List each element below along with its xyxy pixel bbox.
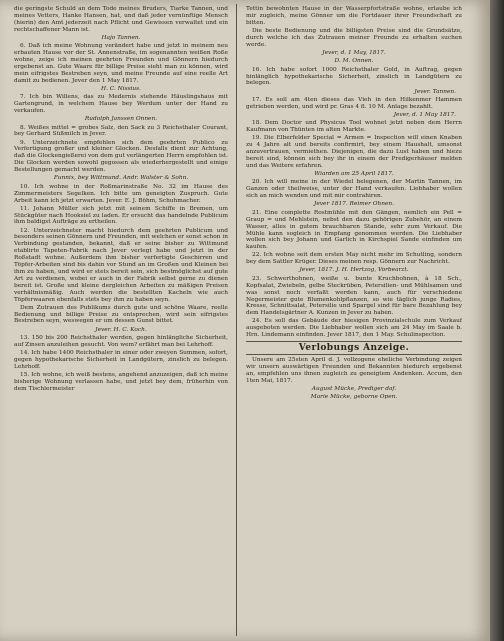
notice-paragraph: 16. Ich habe sofort 1000 Reichsthaler Gold, in Auftrag, gegen hinlänglich hypothekarische Sicherheit, zinslich in Landgütern zu belegen. — [246, 66, 462, 87]
signature-line: Jever, 1817. J. H. Hertzog, Vorbearzt. — [299, 267, 409, 274]
signature-line: Jever 1817. Reimer Ohnen. — [314, 201, 394, 208]
notice-paragraph: 9. Unterzeichnete empfehlen sich dem geehrten Publico zu Verfertigung großer und kleiner Glocken. Desfalls dient zur Achtung, daß die Glockengießerei von dem gut verlängerten Herrn empfohlen ist. Die Glocken werden sowohl gegossen als wiederhergestellt und einige Bestellungen gemacht werden. — [14, 139, 228, 174]
notice-paragraph: Dem Zutrauen des Publikums durch gute und schöne Waare, reelle Bedienung und billige Preise zu entsprechen, wird sein eifrigstes Bestreben seyn, weswegen er um dessen Gunst bittet. — [14, 304, 228, 325]
signature-line: Rudolph Janssen Onnen. — [84, 116, 158, 123]
page-edge-shadow — [490, 0, 504, 641]
notice-paragraph: 23. Schwerthohnen, weiße u. bunte Kruchbohnen, à 18 Sch., Kopfsalat, Zwiebeln, gelbe Steckrüben, Petersilien- und Mühlsamen und was sonst noch verfaßt werden kann, auch für verschiedene Negermeister gute Blumenkohlpflanzen, so wie täglich junge Radies, Kresse, Schnittsalat, Petersilie und Spargel sind für bare Bezahlung bey dem Handelsgärtner A. Kunzen in Jever zu haben. — [246, 275, 462, 317]
signature-line: H. C. Nissius. — [101, 85, 141, 92]
notice-paragraph: 6. Daß ich meine Wohnung verändert habe und jetzt in meinem neu erbauten Hause vor der St. Annenstraße, im sogenannten weißen Roße wohne, zeige ich meinen geehrten Freunden und Gönnern hiedurch ergebenst an. Gute Waare für billige Preise sieht man zu können, wird mein eifrigstes Bestreben seyn, und meine Freunde auf eine reelle Art damit zu bedienen. Jever den 1 May 1817. — [14, 43, 228, 84]
signature-line: Jever. Tannen. — [414, 88, 456, 95]
notice-paragraph: 14. Ich habe 1400 Reichsthaler in einer oder zweyen Summen, sofort, gegen hypothekarische Sicherheit in Landgütern, zinslich zu belegen. Lehrhoff. — [14, 349, 228, 370]
notice-paragraph: 24. Es soll das Gebäude der hiesigen Provinzialschule zum Verkauf ausgeboten werden. Die Liebhaber wollen sich am 24 May im Saale b. Hrn. Lindemann einfinden. Jever 1817, den 1 May. Schulinspection. — [246, 318, 462, 339]
notice-paragraph: Tettin bewohnten Hause in der Wasserpfortstraße wohne, erlaube ich mir zugleich, meine Gönner um die Fortdauer ihrer Freundschaft zu bitten. — [246, 6, 462, 26]
notice-paragraph: 15. Ich wohne, ich weiß bestens, angehend anzuzeigen, daß ich meine bisherige Wohnung verlassen habe, und jetzt bey dem, früherhin von dem Tischlermeister — [14, 371, 228, 392]
signature-line: Marie Mücke, geborne Open. — [310, 394, 398, 401]
signature-line: Hajo Tannen. — [101, 34, 141, 41]
column-divider — [236, 4, 237, 636]
right-column — [246, 6, 462, 634]
notice-paragraph: 19. Die Elberfelder Special = Armen = Inspection will einen Knaben zu 4 Jahre alt und bereits confirmirt, bey einem Haushalt, umsonst anzuvertrauen, vermiethen. Diejenigen, die dazu Lust haben und hiezu bereit sind, können sich bey ihr in einem der Predigerhäuser melden und das Weitere erfahren. — [246, 135, 462, 169]
notice-paragraph: 22. Ich wohne seit dem ersten May nicht mehr im Schutling, sondern bey dem Sattler Krüger. Dieses meinen resp. Gönnern zur Nachricht. — [246, 252, 462, 266]
notice-paragraph: 8. Weißes mittel = grobes Salz, den Sack zu 3 Reichsthaler Courant, bey Gerhard Süßmilch in Jever. — [14, 124, 228, 138]
notice-paragraph: 7. Ich bin Willens, das zu Medernis stehende Häuslingshaus mit Gartengrund, in welchem Hause bey Werdum unter der Hand zu verkaufen. — [14, 94, 228, 115]
notice-paragraph: 12. Unterzeichneter macht hiedurch dem geehrten Publicum und besonders seinen Gönnern und Freunden, mit welchen er sonst schon in Verbindung gestanden, bekannt, daß er seine bisher zu Wittmund etablirte Tapeten-Fabrik nach Jever verlegt habe und jetzt in der Roßstadt wohne. Außerdem ihm bisher verfertigte Geschirren und Töpfer-Arbeiten sind bis dahin vor Stund an im Großen und Kleinen bei ihm zu haben, und wird er stets bereit sein, sich bestmöglichst auf gute Art zu verdienen, wobei er auch in der Fabrik selbst gerne zu dienen bereit ist. Große und kleine dergleichen Arbeiten zu mäßigen Preisen verhältnismäßig. Auch werden die bestellten Kacheln wie auch Töpferwaaren ebenfalls stets bey ihm zu haben seyn. — [14, 227, 228, 303]
notice-paragraph: 10. Ich wohne in der Roßmarinstraße No. 32 im Hause des Zimmermeisters Segelken. Ich bitte um geneigten Zuspruch. Gute Arbeit kann ich jetzt erwarten. Jever. E. J. Böhm, Schuhmacher. — [14, 183, 228, 204]
notice-paragraph: 20. Ich will meine in der Wiedel belegenen, der Martin Tannen, im Ganzen oder theilweise, unter der Hand verkaufen. Liebhaber wollen sich an mich wenden und mit mir contrahiren. — [246, 179, 462, 200]
signature-line: D. M. Onnen. — [334, 58, 374, 65]
signature-line: Wiarden am 25 April 1817. — [314, 171, 394, 178]
notice-paragraph: 11. Johann Müller sich jetzt mit seinem Schiffe in Bremen, um Stückgüter nach Hooksiel zu laden. Er ersucht das handelnde Publicum ihm baldigst Aufträge zu ertheilen. — [14, 205, 228, 226]
notice-paragraph: Die beste Bedienung und die billigsten Preise sind die Grundsätze, durch welche ich das Zutrauen meiner Freunde zu erhalten suchen werde. — [246, 27, 462, 48]
notice-paragraph: 13. 150 bis 200 Reichsthaler werden, gegen hinlängliche Sicherheit, auf Zinsen anzuleihen gesucht. Von wem? erfährt man bei Lehrhoff. — [14, 334, 228, 348]
section-heading: Verlobungs Anzeige. — [246, 341, 462, 355]
signature-line: August Mücke, Prediger daf. — [311, 385, 397, 392]
signature-line: Funnix, bey Wittmund. Andr. Walster & Sohn. — [53, 175, 189, 182]
left-column — [14, 6, 228, 634]
notice-paragraph: 18. Dem Doctor und Physicus Tool wohnet jetzt neben dem Herrn Kaufmann von Thünten im alten Markte. — [246, 120, 462, 134]
notice-paragraph: 21. Eine complette Rostmühle mit den Gängen, nemlich ein Pell = Graup = und Mehlstein, nebst den dazu gehörigen Zubehör, an einem Wasser, alles in gutem brauchbaren Stande, sehr zum Verkauf. Die Mühle kann sogleich in Empfang genommen werden. Die Liebhaber wollen sich bey Johann und Garlich in Kirchspiel Sande einfinden um kaufen. — [246, 209, 462, 251]
signature-line: Jever, d. 1 May 1817. — [393, 111, 456, 118]
notice-paragraph: 17. Es soll am 4ten dieses das Vieh in den Hilkenmer Hammen getrieben werden, und wird pr. Gras 4 fl. 10 M. Anlage bezahlt. — [246, 96, 462, 110]
signature-line: Jever. H. C. Koch. — [95, 326, 147, 333]
signature-line: Jever, d. 1 May, 1817. — [322, 49, 386, 56]
notice-paragraph: die geringste Schuld an dem Tode meines Bruders, Tiarke Tannen, und meines Vetters, Hanke Hansen, hat, und daß jeder vernünftige Mensch (hierin) den Amt jederzeit nach Pflicht und Gewissen verwaltet und ein rechtschaffener Mann ist. — [14, 6, 228, 33]
notice-paragraph: Unsere am 25sten April d. J. vollzogene eheliche Verbindung zeigen wir unsern auswärtigen Freunden und Bekannten hiedurch ergebenst an, empfehlen uns ihnen zugleich zu geneigtem Andenken. Accum, den 1ten Mai, 1817. — [246, 357, 462, 384]
